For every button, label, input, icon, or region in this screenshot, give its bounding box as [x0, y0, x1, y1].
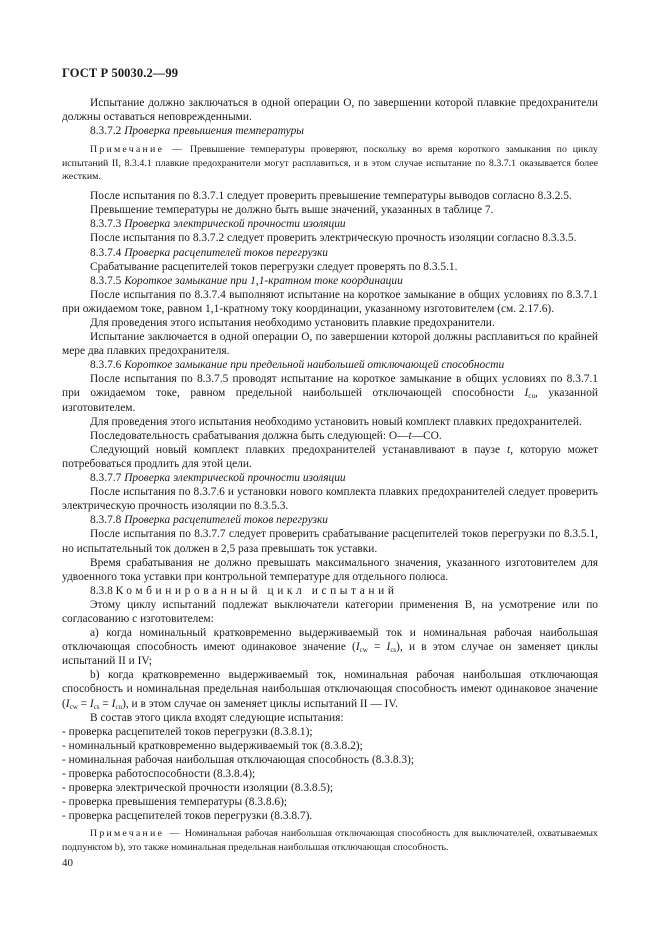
text-run: а) когда номинальный кратковременно выдерживаемый ток и номинальная рабочая наибольшая отключающая способность имеют одинаковое значение ( [62, 627, 598, 654]
paragraph: Испытание заключается в одной операции О, по завершении которой должны расплавиться по крайней мере два плавких предохранителя. [62, 331, 598, 358]
list-item: - проверка электрической прочности изоляции (8.3.8.5); [62, 782, 334, 795]
note-text: Номинальная рабочая наибольшая отключающая способность для выключателей, охватываемых подпунктом b), это также номинальная предельная наибольшая отключающая способность. [62, 828, 598, 853]
text-run: = [99, 697, 112, 710]
section-title: Короткое замыкание при 1,1-кратном токе координации [124, 274, 403, 287]
text-run: = [367, 641, 387, 654]
text-run: = [77, 697, 90, 710]
paragraph: После испытания по 8.3.7.2 следует проверить электрическую прочность изоляции согласно 8.3.3.5. [90, 232, 577, 245]
section-heading [62, 358, 598, 372]
list-item: - проверка работоспособности (8.3.8.4); [62, 768, 256, 781]
document-body [62, 96, 598, 860]
section-title: Проверка превышения температуры [124, 125, 305, 138]
paragraph: Для проведения этого испытания необходимо установить новый комплект плавких предохранителей. [90, 415, 582, 428]
paragraph: Испытание должно заключаться в одной операции О, по завершении которой плавкие предохранители должны оставаться неповрежденными. [62, 97, 598, 124]
subscript: cw [359, 646, 368, 655]
section-number: 8.3.7.7 [90, 472, 122, 485]
section-heading [62, 124, 598, 138]
text-run: , указанной изготовителем. [62, 387, 598, 414]
symbol: I [524, 387, 529, 400]
text-run: Последовательность срабатывания должна быть следующей: О— [90, 429, 409, 442]
paragraph: В состав этого цикла входят следующие испытания: [90, 711, 344, 724]
section-number: 8.3.8 [90, 584, 113, 597]
section-title: Комбинированный цикл испытаний [115, 584, 398, 597]
section-title: Короткое замыкание при предельной наибольшей отключающей способности [124, 359, 505, 372]
list-item: - номинальная рабочая наибольшая отключающая способность (8.3.8.3); [62, 753, 415, 766]
list-item: - проверка расцепителей токов перегрузки (8.3.8.1); [62, 725, 313, 738]
symbol: I [89, 697, 94, 710]
section-number: 8.3.7.2 [90, 125, 122, 138]
paragraph: После испытания по 8.3.7.6 и установки нового комплекта плавких предохранителей следует проверить электрическую прочность изоляции по 8.3.5.3. [62, 486, 598, 513]
symbol: t [507, 443, 511, 456]
paragraph: Этому циклу испытаний подлежат выключатели категории применения В, на усмотрение или по согласованию с изготовителем: [62, 598, 598, 625]
paragraph [62, 372, 598, 414]
section-number: 8.3.7.8 [90, 514, 122, 527]
section-title: Проверка расцепителей токов перегрузки [124, 514, 328, 527]
paragraph: После испытания по 8.3.7.7 следует проверить срабатывание расцепителей токов перегрузки по 8.3.5.1, но испытательный ток должен в 2,5 раза превышать ток уставки. [62, 528, 598, 555]
section-heading [62, 274, 598, 288]
note-label: Примечание — [90, 144, 185, 156]
page-number: 40 [62, 857, 73, 869]
list-paragraph [62, 626, 598, 668]
text-run: Следующий новый комплект плавких предохранителей устанавливают в паузе [90, 443, 508, 456]
paragraph [62, 443, 598, 471]
text-run: b) когда кратковременно выдерживаемый ток, номинальная рабочая наибольшая отключающая способность и номинальная предельная наибольшая отключающая способность имеют одинаковое значение ( [62, 669, 598, 710]
symbol: I [355, 641, 360, 654]
paragraph [62, 429, 598, 443]
section-heading [62, 471, 598, 485]
paragraph: Превышение температуры не должно быть выше значений, указанных в таблице 7. [90, 204, 494, 217]
list-item: - проверка расцепителей токов перегрузки (8.3.8.7). [62, 810, 313, 823]
text-run: После испытания по 8.3.7.5 проводят испытание на короткое замыкание в общих условиях по 8.3.7.1 при ожидаемом токе, равном предельной наибольшей отключающей способности [62, 373, 598, 400]
text-run: , которую может потребоваться продлить для этой цели. [62, 443, 598, 470]
symbol: t [408, 429, 412, 442]
section-title: Проверка электрической прочности изоляции [124, 472, 346, 485]
list-paragraph [62, 668, 598, 710]
section-heading [62, 513, 598, 527]
section-heading [62, 246, 598, 260]
paragraph: Время срабатывания не должно превышать максимального значения, указанного изготовителем для удвоенного тока уставки при контрольной температуре для отдельного полюса. [62, 556, 598, 583]
section-number: 8.3.7.3 [90, 218, 122, 231]
note [62, 143, 598, 183]
text-run: —СО. [411, 429, 442, 442]
paragraph: Срабатывание расцепителей токов перегрузки следует проверять по 8.3.5.1. [90, 260, 458, 273]
paragraph: После испытания по 8.3.7.4 выполняют испытание на короткое замыкание в общих условиях по 8.3.7.1 при ожидаемом токе, равном 1,1-кратному току координации, указанному изготовителем (см. 2.17.6). [62, 288, 598, 315]
symbol: I [386, 641, 391, 654]
section-number: 8.3.7.5 [90, 274, 122, 287]
subscript: cs [390, 646, 397, 655]
section-number: 8.3.7.4 [90, 246, 122, 259]
text-run: ), и в этом случае он заменяет циклы испытаний II — IV. [122, 697, 398, 710]
subscript: cu [115, 702, 123, 711]
section-title: Проверка электрической прочности изоляции [124, 218, 346, 231]
section-heading [62, 584, 598, 598]
paragraph: После испытания по 8.3.7.1 следует проверить превышение температуры выводов согласно 8.3.2.5. [90, 190, 572, 203]
symbol: I [65, 697, 70, 710]
text-run: ), и в этом случае он заменяет циклы испытаний II и IV; [62, 641, 598, 668]
note-label: Примечание — [90, 828, 182, 840]
note [62, 827, 598, 854]
section-heading [62, 217, 598, 231]
subscript: cs [93, 702, 100, 711]
document-header: ГОСТ Р 50030.2—99 [62, 66, 179, 80]
note-text: Превышение температуры проверяют, поскольку во время короткого замыкания по циклу испытаний II, 8.3.4.1 плавкие предохранители могут расплавиться, и в этом случае испытание по 8.3.7.1 оказывается более жестким. [62, 144, 598, 182]
list-item: - проверка превышения температуры (8.3.8.6); [62, 796, 288, 809]
subscript: cu [528, 392, 535, 401]
subscript: cw [69, 702, 78, 711]
symbol: I [111, 697, 116, 710]
section-title: Проверка расцепителей токов перегрузки [124, 246, 328, 259]
list-item: - номинальный кратковременно выдерживаемый ток (8.3.8.2); [62, 739, 363, 752]
section-number: 8.3.7.6 [90, 359, 122, 372]
paragraph: Для проведения этого испытания необходимо установить плавкие предохранители. [90, 317, 495, 330]
